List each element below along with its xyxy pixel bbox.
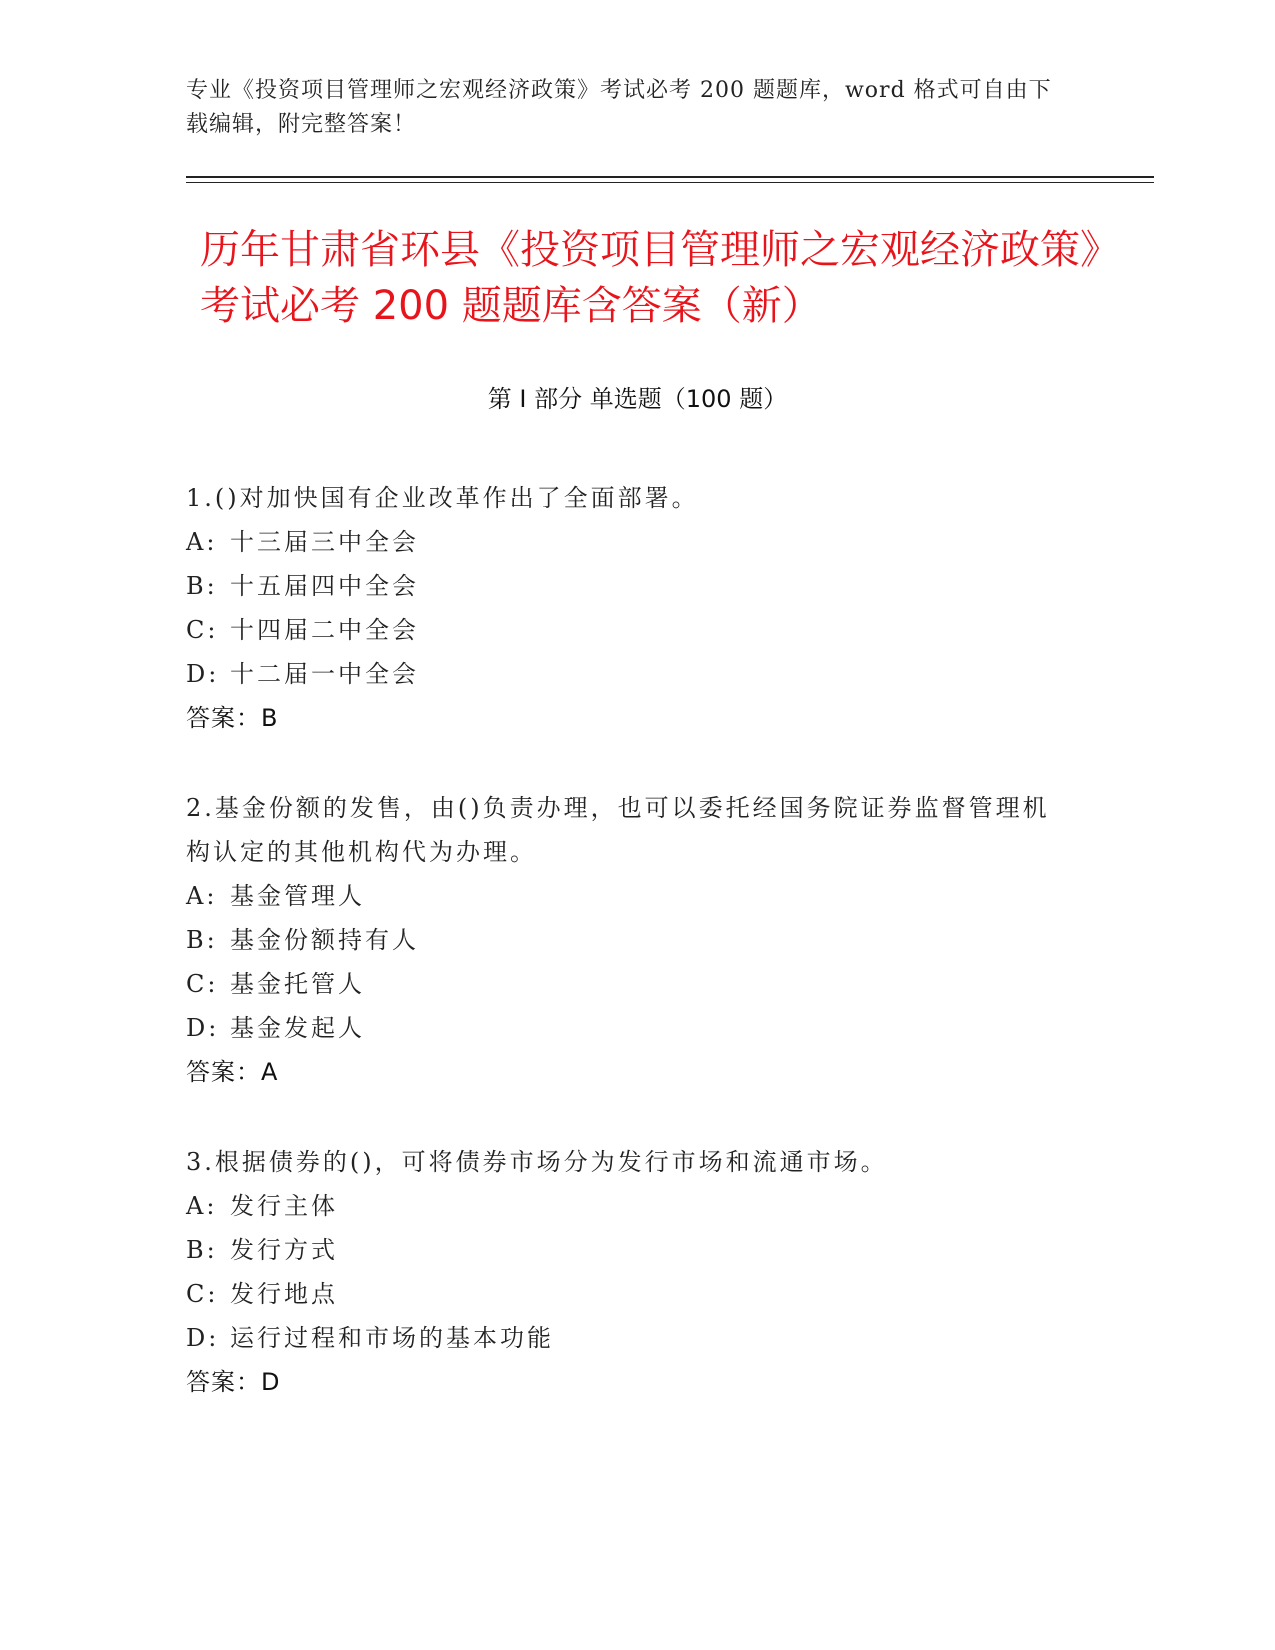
option-text: 十五届四中全会 xyxy=(230,572,419,600)
option-c xyxy=(186,1272,1066,1316)
option-key: A: xyxy=(186,1192,218,1220)
option-d xyxy=(186,652,1066,696)
option-a xyxy=(186,874,1066,918)
option-key: B: xyxy=(186,1236,218,1264)
header-rule-thick xyxy=(186,176,1154,178)
option-text: 十三届三中全会 xyxy=(230,528,419,556)
question-2 xyxy=(186,786,1066,1094)
question-stem: 1.()对加快国有企业改革作出了全面部署。 xyxy=(186,484,699,512)
option-d xyxy=(186,1006,1066,1050)
header-note: 专业《投资项目管理师之宏观经济政策》考试必考 200 题题库，word 格式可自由下载编辑，附完整答案！ xyxy=(186,78,1052,137)
question-list xyxy=(186,476,1066,1450)
document-title: 历年甘肃省环县《投资项目管理师之宏观经济政策》考试必考 200 题题库含答案（新） xyxy=(200,227,1100,329)
option-b xyxy=(186,918,1066,962)
option-c xyxy=(186,608,1066,652)
option-key: D: xyxy=(186,1324,220,1352)
answer: 答案：D xyxy=(186,1368,281,1396)
option-d xyxy=(186,1316,1066,1360)
option-text: 运行过程和市场的基本功能 xyxy=(230,1324,554,1352)
option-key: A: xyxy=(186,882,218,910)
question-stem: 3.根据债券的()，可将债券市场分为发行市场和流通市场。 xyxy=(186,1148,888,1176)
option-key: A: xyxy=(186,528,218,556)
option-text: 十四届二中全会 xyxy=(230,616,419,644)
answer: 答案：B xyxy=(186,704,279,732)
option-b xyxy=(186,564,1066,608)
section-title: 第 I 部分 单选题（100 题） xyxy=(487,385,788,413)
option-text: 发行方式 xyxy=(230,1236,338,1264)
question-stem: 2.基金份额的发售，由()负责办理，也可以委托经国务院证券监督管理机构认定的其他机构代为办理。 xyxy=(186,794,1050,866)
option-text: 发行主体 xyxy=(230,1192,338,1220)
header-rule-thin xyxy=(186,182,1154,183)
option-a xyxy=(186,1184,1066,1228)
option-text: 发行地点 xyxy=(230,1280,338,1308)
option-c xyxy=(186,962,1066,1006)
option-key: D: xyxy=(186,1014,220,1042)
question-3 xyxy=(186,1140,1066,1404)
option-key: B: xyxy=(186,572,218,600)
option-a xyxy=(186,520,1066,564)
question-1 xyxy=(186,476,1066,740)
option-key: B: xyxy=(186,926,218,954)
option-key: C: xyxy=(186,1280,219,1308)
option-text: 十二届一中全会 xyxy=(230,660,419,688)
option-key: C: xyxy=(186,970,219,998)
option-text: 基金管理人 xyxy=(230,882,365,910)
option-b xyxy=(186,1228,1066,1272)
option-key: D: xyxy=(186,660,220,688)
option-text: 基金发起人 xyxy=(230,1014,365,1042)
option-text: 基金份额持有人 xyxy=(230,926,419,954)
option-key: C: xyxy=(186,616,219,644)
option-text: 基金托管人 xyxy=(230,970,365,998)
answer: 答案：A xyxy=(186,1058,279,1086)
